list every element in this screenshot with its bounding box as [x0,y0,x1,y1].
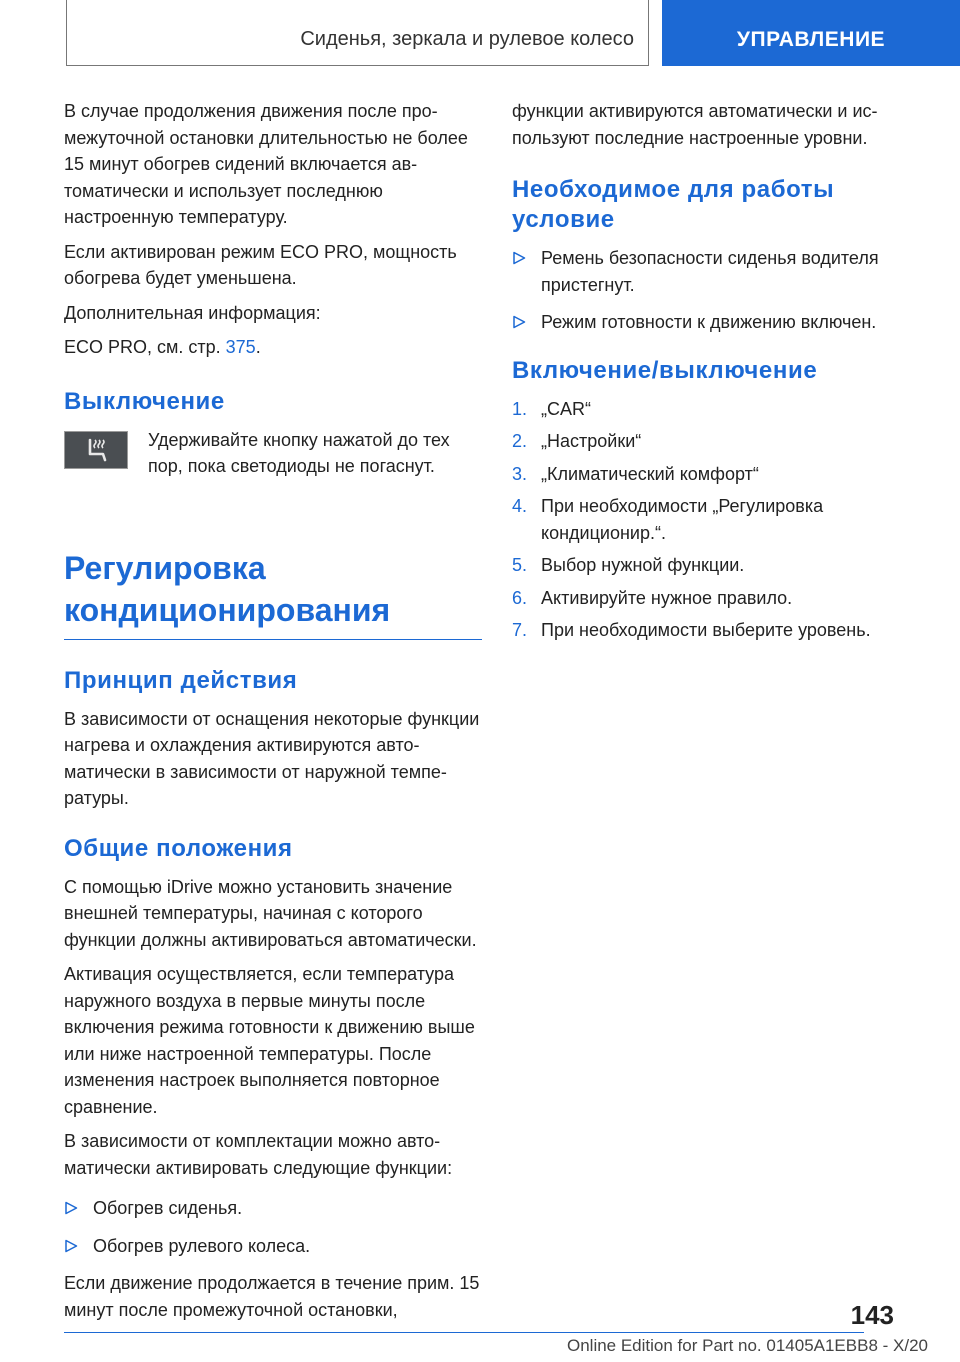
list-item: 1. „CAR“ [512,398,591,419]
ref-text: ECO PRO, см. стр. [64,337,226,357]
ref-suffix: . [255,337,261,357]
list-item: Ремень безопасности сиденья водителя пристегнут. [512,245,912,298]
page-footer [64,1300,928,1362]
section-title: Сиденья, зеркала и рулевое колесо [300,28,634,50]
seat-heating-icon [81,436,111,464]
seat-heating-button-image [64,431,128,469]
left-column [64,98,482,1331]
edition-info: Online Edition for Part no. 01405A1EBB8 - X/20 [566,1336,928,1355]
heading-requirement: Необходимое для работы условие [512,176,835,233]
paragraph: функции активируются автоматически и используют последние настроенные уровни. [512,101,878,148]
section-title-box [66,0,649,66]
footer-divider [64,1332,864,1333]
steps-list [512,396,912,644]
off-instruction [64,427,482,507]
paragraph: В зависимости от оснащения некоторые функции нагрева и охлаждения активируются автоматически в зависимости от наружной температуры. [64,708,480,808]
paragraph-eco-pro-ref [64,334,482,361]
paragraph: В зависимости от комплектации можно автоматически активировать следующие функции: [64,1131,453,1178]
heading-general: Общие положения [64,834,293,862]
paragraph: В случае продолжения движения после промежуточной остановки длительностью не более 15 минут обогрев сидений включается автоматически и использует последнюю настроенную температуру. [64,101,468,227]
paragraph: Активация осуществляется, если температура наружного воздуха в первые минуты после включения режима готовности к движению выше или ниже настроенной температуры. После изменения настроек выполняется повторное сравнение. [64,964,475,1117]
list-item: 4. При необходимости „Регулировка кондиционир.“. [512,496,824,543]
page-number: 143 [850,1300,894,1330]
list-item: 2. „Настройки“ [512,431,642,451]
page-link-375[interactable]: 375 [225,337,256,357]
chapter-tab [662,0,960,66]
paragraph: Если активирован режим ECO PRO, мощность обогрева будет уменьшена. [64,241,457,288]
chapter-title: УПРАВЛЕНИЕ [736,28,886,51]
list-item: Обогрев сиденья. [64,1195,482,1222]
paragraph: Если движение продолжается в течение прим. 15 минут после промежуточной остановки, [64,1273,480,1320]
auto-functions-list [64,1195,482,1259]
list-item: 3. „Климатический комфорт“ [512,463,759,484]
off-text: Удерживайте кнопку нажатой до тех пор, пока светодиоды не погаснут. [148,429,450,476]
list-item: Обогрев рулевого колеса. [64,1233,482,1260]
paragraph: Дополнительная информация: [64,302,321,323]
heading-off: Выключение [64,387,225,415]
triangle-right-icon [64,1239,78,1253]
list-item: 7. При необходимости выберите уровень. [512,620,871,640]
requirements-list [512,245,912,336]
triangle-right-icon [512,251,526,265]
list-item: 6. Активируйте нужное правило. [512,587,793,608]
triangle-right-icon [512,315,526,329]
right-column [512,98,912,650]
paragraph: С помощью iDrive можно установить значение внешней температуры, начиная с которого функции должны активироваться автоматически. [64,876,477,950]
heading-climate-control: Регулировка кондиционирования [64,547,482,640]
heading-on-off: Включение/выключение [512,356,818,384]
heading-principle: Принцип действия [64,666,298,694]
list-item: 5. Выбор нужной функции. [512,555,745,575]
triangle-right-icon [64,1201,78,1215]
list-item: Режим готовности к движению включен. [512,309,912,336]
page-header [0,0,960,66]
